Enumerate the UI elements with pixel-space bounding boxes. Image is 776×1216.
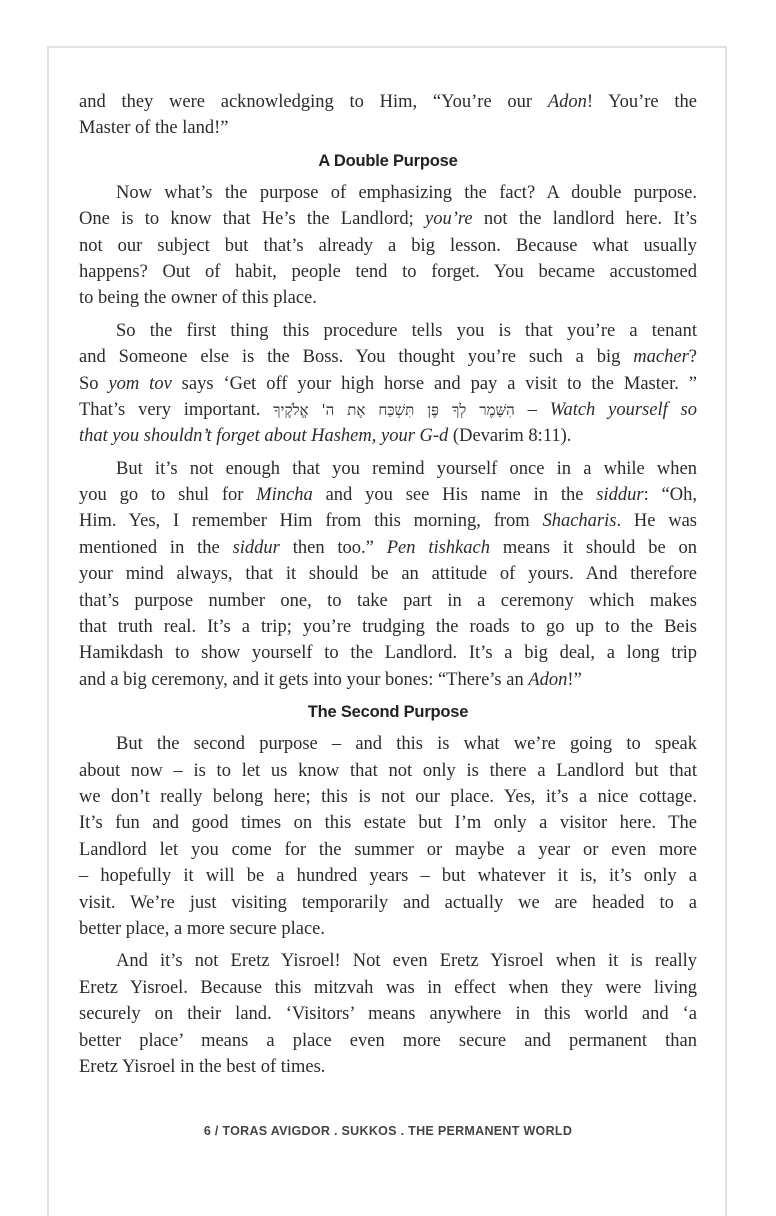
italic-text: siddur <box>596 485 644 506</box>
text-line <box>79 890 697 916</box>
section-heading: A Double Purpose <box>318 151 458 170</box>
text-line <box>79 758 697 784</box>
italic-text: Pen tishkach <box>386 537 490 558</box>
text: It’s fun and good times on this estate but I’m only a visitor here. The <box>79 813 697 834</box>
text: But the second purpose – and this is what we’re going to speak <box>116 734 697 755</box>
text: securely on their land. ‘Visitors’ means anywhere in this world and ‘a <box>79 1004 697 1025</box>
text: And it’s not Eretz Yisroel! Not even Eretz Yisroel when it is really <box>116 951 697 972</box>
paragraph <box>79 318 697 450</box>
text: Master of the land!” <box>79 118 229 139</box>
text: about now – is to let us know that not only is there a Landlord but that <box>79 760 697 781</box>
italic-text: Adon <box>528 669 568 690</box>
text: means it should be on <box>489 537 697 558</box>
text: not our subject but that’s already a big lesson. Because what usually <box>79 235 697 256</box>
text-line <box>79 371 697 397</box>
text: says ‘Get off your high horse and pay a visit to the Master. ” <box>171 373 697 394</box>
text-line <box>79 640 697 666</box>
text-line <box>79 285 697 311</box>
text-line <box>79 863 697 889</box>
text-line <box>79 948 697 974</box>
text-line <box>79 810 697 836</box>
text-line <box>79 561 697 587</box>
text: Now what’s the purpose of emphasizing the fact? A double purpose. <box>116 182 697 203</box>
text: So <box>79 373 109 394</box>
text: visit. We’re just visiting temporarily and actually we are headed to a <box>79 892 697 913</box>
text: : “Oh, <box>643 485 697 506</box>
text-line <box>79 397 697 423</box>
text: that truth real. It’s a trip; you’re trudging the roads to go up to the Beis <box>79 617 697 638</box>
text-line <box>79 318 697 344</box>
text-line <box>79 1054 697 1080</box>
italic-text: yom tov <box>108 373 172 394</box>
page-body <box>79 89 697 1086</box>
text: Him. Yes, I remember Him from this morning, from <box>79 511 543 532</box>
text: !” <box>567 669 582 690</box>
text: to being the owner of this place. <box>79 288 317 309</box>
text-line <box>79 423 697 449</box>
text: Eretz Yisroel in the best of times. <box>79 1056 326 1077</box>
text-line <box>79 784 697 810</box>
text: not the landlord here. It’s <box>472 209 697 230</box>
text: – <box>514 399 550 420</box>
italic-text: macher <box>633 347 689 368</box>
text-line <box>79 975 697 1001</box>
text-line <box>79 614 697 640</box>
text-line <box>79 344 697 370</box>
paragraph <box>79 180 697 312</box>
text: and you see His name in the <box>312 485 597 506</box>
text: and a big ceremony, and it gets into your bones: “There’s an <box>79 669 529 690</box>
text-line <box>79 206 697 232</box>
italic-text: Watch yourself so <box>549 399 698 420</box>
italic-text: siddur <box>232 537 280 558</box>
text: One is to know that He’s the Landlord; <box>79 209 426 230</box>
text: better place’ means a place even more secure and permanent than <box>79 1030 697 1051</box>
text-line <box>79 180 697 206</box>
text-line <box>79 482 697 508</box>
paragraph <box>79 948 697 1080</box>
italic-text: Mincha <box>256 485 313 506</box>
text-line <box>79 588 697 614</box>
paragraph <box>79 89 697 142</box>
text-line <box>79 535 697 561</box>
text: Landlord let you come for the summer or maybe a year or even more <box>79 839 697 860</box>
text: . He was <box>616 511 698 532</box>
text: we don’t really belong here; this is not our place. Yes, it’s a nice cottage. <box>79 786 697 807</box>
text-line <box>79 731 697 757</box>
text: your mind always, that it should be an attitude of yours. And therefore <box>79 564 697 585</box>
text: ? <box>688 347 697 368</box>
text: that’s purpose number one, to take part in a ceremony which makes <box>79 590 697 611</box>
paragraph <box>79 731 697 942</box>
text-line <box>79 916 697 942</box>
text-line <box>79 667 697 693</box>
text: So the first thing this procedure tells you is that you’re a tenant <box>116 320 697 341</box>
text: you go to shul for <box>79 485 257 506</box>
text-line <box>79 837 697 863</box>
italic-text: you’re <box>425 209 473 230</box>
text: – hopefully it will be a hundred years – but whatever it is, it’s only a <box>79 866 697 887</box>
text: ! You’re the <box>586 92 697 112</box>
text-line <box>79 508 697 534</box>
italic-text: Adon <box>547 92 587 112</box>
text-line <box>79 1028 697 1054</box>
text: happens? Out of habit, people tend to forget. You became accustomed <box>79 261 697 282</box>
text: mentioned in the <box>79 537 233 558</box>
italic-text: that you shouldn’t forget about Hashem, your G-d <box>79 426 449 447</box>
text: then too.” <box>279 537 387 558</box>
page-footer: 6 / TORAS AVIGDOR . SUKKOS . THE PERMANENT WORLD <box>203 1124 573 1138</box>
text-line <box>79 115 697 141</box>
section-heading: The Second Purpose <box>307 703 469 722</box>
hebrew-text: הִשָּׁמֶר לְךָ פֶּן תִּשְׁכַּח אֶת ה' אֱלֹקֶיךָ <box>273 400 515 419</box>
text-line <box>79 456 697 482</box>
text-line <box>79 1001 697 1027</box>
text: That’s very important. <box>79 399 274 420</box>
paragraph <box>79 456 697 694</box>
text: better place, a more secure place. <box>79 918 326 939</box>
text-line <box>79 233 697 259</box>
text: But it’s not enough that you remind yourself once in a while when <box>116 458 697 479</box>
text-line <box>79 259 697 285</box>
text: and Someone else is the Boss. You thought you’re such a big <box>79 347 634 368</box>
text: Hamikdash to show yourself to the Landlord. It’s a big deal, a long trip <box>79 643 697 664</box>
italic-text: Shacharis <box>542 511 617 532</box>
text-line <box>79 89 697 115</box>
text: (Devarim 8:11). <box>448 426 572 447</box>
text: and they were acknowledging to Him, “You’re our <box>79 92 548 112</box>
text: Eretz Yisroel. Because this mitzvah was in effect when they were living <box>79 977 697 998</box>
